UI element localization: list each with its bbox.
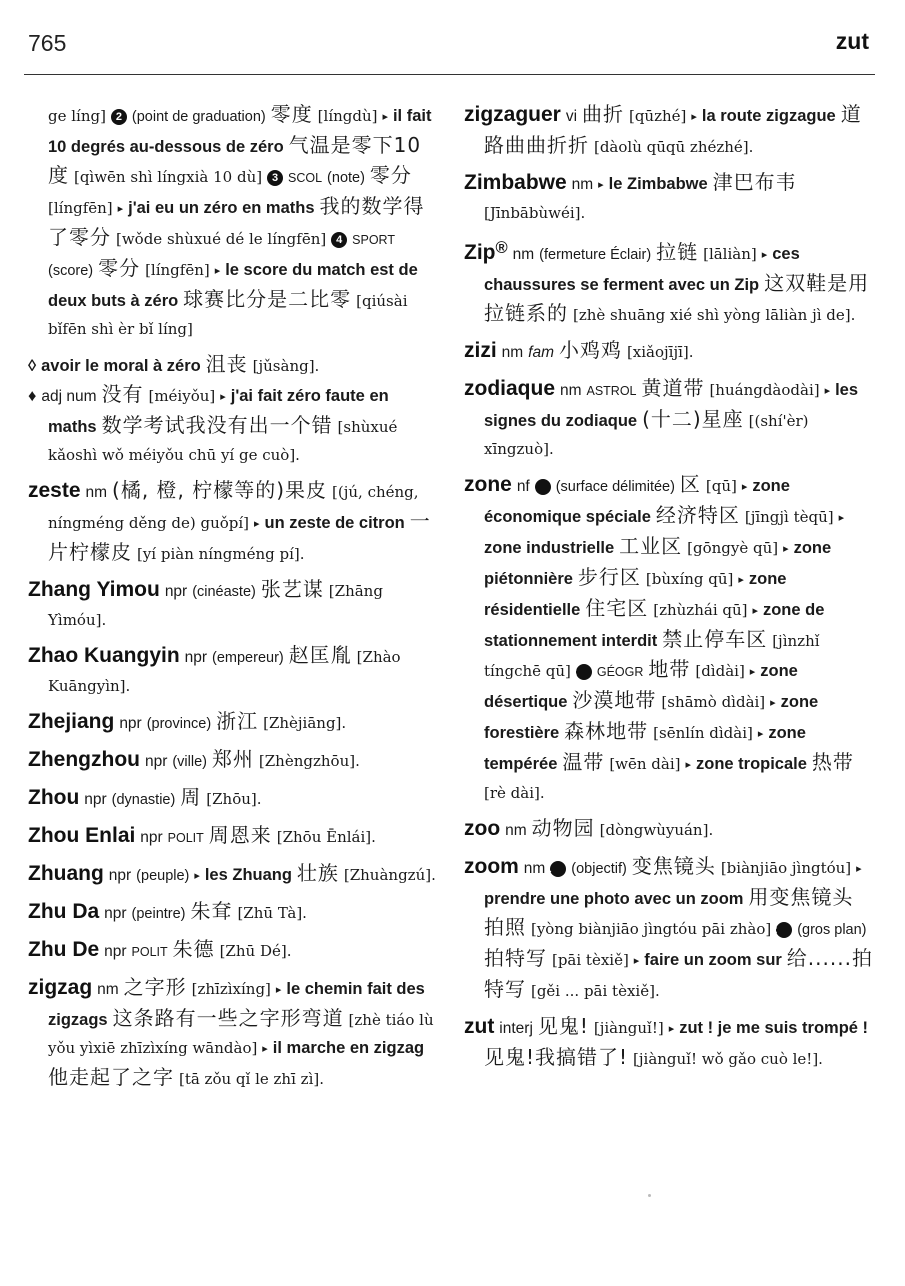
pinyin: [jìnzhǐ tíngchē qū]	[484, 632, 820, 681]
chinese: 小鸡鸡	[558, 338, 622, 363]
chinese: 没有	[101, 382, 144, 406]
pinyin: [Zhèngzhōu].	[258, 752, 360, 770]
entry-zone	[464, 470, 874, 807]
chinese: 壮族	[296, 861, 339, 885]
sense-number-icon: 1	[550, 861, 566, 877]
grammar-label: adj num	[41, 388, 97, 405]
entry-zut	[464, 1012, 874, 1073]
example-french: un zeste de citron	[264, 514, 405, 532]
gloss: (fermeture Éclair)	[539, 247, 652, 264]
pinyin: [biànjiāo jìngtóu]	[720, 859, 852, 878]
pinyin: [jīngjì tèqū]	[744, 508, 834, 527]
chinese: 沮丧	[205, 352, 248, 376]
chinese: 我的数学得了零分	[48, 194, 425, 249]
example-arrow-icon: ▸	[253, 517, 260, 530]
registered-mark: ®	[495, 239, 508, 257]
chinese: 拉链	[656, 240, 699, 265]
headword: Zhejiang	[28, 710, 115, 733]
domain-label: GÉOGR	[596, 665, 644, 680]
chinese: 道路曲曲折折	[484, 102, 862, 157]
example-arrow-icon: ▸	[382, 110, 388, 123]
chinese: 见鬼!	[537, 1014, 589, 1039]
headword: Zhao Kuangyin	[28, 644, 180, 667]
example-french: le Zimbabwe	[608, 175, 708, 193]
chinese: 拍特写	[484, 946, 547, 971]
grammar-label: vi	[565, 108, 578, 125]
headword: zoo	[464, 817, 501, 841]
pinyin: [Jīnbābùwéi].	[484, 204, 586, 222]
chinese: 气温是零下10度	[48, 133, 422, 187]
pinyin: [lāliàn]	[703, 245, 757, 264]
chinese: 区	[679, 472, 701, 497]
sense-number-icon: 4	[331, 232, 347, 248]
sense-number-icon: 3	[267, 170, 283, 186]
pinyin: [Zhū Tà].	[237, 904, 307, 922]
chinese: 见鬼!我搞错了!	[484, 1045, 629, 1070]
chinese: 这条路有一些之字形弯道	[112, 1006, 344, 1030]
example-french: zut ! je me suis trompé !	[679, 1019, 869, 1038]
pinyin: [língfēn]	[48, 199, 113, 217]
chinese: 用变焦镜头拍照	[484, 885, 854, 940]
example-arrow-icon: ▸	[262, 1042, 268, 1055]
sense-number-icon: 2	[776, 922, 792, 938]
example-french: j'ai eu un zéro en maths	[128, 199, 315, 217]
headword: zone	[464, 473, 512, 497]
headword: zoom	[464, 855, 519, 879]
headword: Zhou Enlai	[28, 824, 136, 847]
category-diamond-icon: ♦	[28, 387, 37, 405]
entry-zigzaguer	[464, 100, 874, 161]
idiom-diamond-icon: ◊	[28, 357, 37, 375]
chinese: 森林地带	[564, 719, 649, 744]
chinese: 工业区	[619, 534, 683, 559]
pinyin: [shùxué kǎoshì wǒ méiyǒu chū yí ge cuò].	[48, 418, 398, 464]
pinyin: [zhè tiáo lù yǒu yìxiē zhīzìxíng wāndào]	[48, 1011, 434, 1057]
page-number: 765	[28, 30, 67, 56]
example-arrow-icon: ▸	[757, 727, 764, 741]
chinese: 变焦镜头	[631, 854, 716, 879]
example-french: le score du match est de deux buts à zéro	[48, 261, 418, 310]
example-arrow-icon: ▸	[824, 384, 831, 398]
pinyin: [Zhào Kuāngyìn].	[48, 648, 401, 695]
headword: zigzag	[28, 976, 93, 999]
headword: Zhengzhou	[28, 748, 140, 771]
pinyin: [Zhōu].	[206, 790, 262, 808]
chinese: 黄道带	[641, 376, 705, 401]
pinyin: [sēnlín dìdài]	[653, 724, 753, 743]
gloss: (peintre)	[131, 906, 186, 922]
example-french: les signes du zodiaque	[484, 381, 859, 431]
left-column	[28, 100, 436, 1100]
sense-number-icon: 1	[535, 479, 551, 495]
pinyin: [jiànguǐ!]	[593, 1019, 664, 1038]
chinese: 动物园	[531, 816, 595, 841]
headword: Zhu De	[28, 938, 100, 961]
example-arrow-icon: ▸	[752, 604, 758, 618]
chinese: 周恩来	[208, 823, 272, 847]
headword: Zhuang	[28, 862, 104, 885]
grammar-label: npr	[140, 829, 163, 846]
pinyin: [qūzhé]	[628, 107, 687, 125]
entry-zip	[464, 234, 874, 329]
pinyin: ge líng]	[48, 107, 106, 125]
chinese: 赵匡胤	[288, 643, 352, 667]
chinese: 这双鞋是用拉链系的	[484, 271, 870, 326]
header-rule	[24, 74, 875, 75]
pinyin: [huángdàodài]	[709, 381, 820, 400]
example-french: zone résidentielle	[484, 570, 787, 620]
headword: Zhang Yimou	[28, 578, 160, 601]
chinese: 朱德	[172, 937, 215, 961]
grammar-label: nm	[512, 246, 535, 264]
pinyin: [zhīzìxíng]	[191, 980, 271, 998]
chinese: 张艺谋	[260, 577, 324, 601]
chinese: 热带	[811, 750, 854, 775]
pinyin: [gěi ... pāi tèxiě].	[530, 982, 660, 1001]
chinese: 数学考试我没有出一个错	[101, 413, 333, 437]
entry-zero-idiom	[28, 350, 436, 380]
gloss: (empereur)	[212, 650, 284, 666]
headword: Zhu Da	[28, 900, 100, 923]
right-column	[464, 100, 874, 1080]
pinyin: [(jú, chéng, níngméng děng de) guǒpí]	[48, 483, 419, 532]
entry-zhejiang	[28, 707, 436, 738]
pinyin: [gōngyè qū]	[687, 539, 779, 558]
chinese: 之字形	[123, 975, 187, 999]
example-french: il fait 10 degrés au-dessous de zéro	[48, 107, 432, 156]
headword: Zimbabwe	[464, 171, 567, 194]
gloss: (note)	[327, 170, 365, 186]
example-french: ces chaussures se ferment avec un Zip	[484, 245, 800, 295]
pinyin: [xiǎojījī].	[626, 343, 694, 362]
pinyin: [(shí'èr) xīngzuò].	[484, 412, 809, 459]
example-arrow-icon: ▸	[770, 696, 776, 710]
chinese: 他走起了之字	[48, 1065, 174, 1089]
example-arrow-icon: ▸	[117, 202, 124, 215]
gloss: (cinéaste)	[192, 584, 256, 600]
pinyin: [qū]	[705, 477, 737, 496]
example-french: il marche en zigzag	[272, 1039, 425, 1057]
example-french: le chemin fait des zigzags	[48, 980, 425, 1029]
pinyin: [dòngwùyuán].	[599, 821, 714, 840]
entry-zhou	[28, 783, 436, 814]
pinyin: [wēn dài]	[609, 755, 681, 774]
headword: zodiaque	[464, 377, 556, 401]
example-arrow-icon: ▸	[633, 954, 640, 968]
domain-label: SCOL	[288, 171, 323, 185]
pinyin: [língfēn]	[145, 261, 210, 279]
pinyin: [dìdài]	[695, 662, 745, 681]
chinese: (十二)星座	[642, 407, 744, 432]
grammar-label: npr	[108, 867, 132, 884]
example-arrow-icon: ▸	[856, 862, 862, 876]
grammar-label: npr	[84, 791, 107, 808]
entry-zizi	[464, 336, 874, 367]
example-arrow-icon: ▸	[741, 480, 748, 494]
pinyin: [língdù]	[317, 107, 378, 125]
entry-zimbabwe	[464, 168, 874, 227]
chinese: 温带	[562, 750, 605, 775]
pinyin: [pāi tèxiě]	[551, 951, 629, 970]
entry-zhou-enlai	[28, 821, 436, 852]
example-arrow-icon: ▸	[691, 110, 697, 123]
entry-zhang-yimou	[28, 575, 436, 634]
pinyin: [zhè shuāng xié shì yòng lāliàn jì de].	[572, 306, 856, 325]
chinese: 禁止停车区	[662, 627, 768, 652]
example-arrow-icon: ▸	[749, 665, 756, 679]
chinese: 经济特区	[655, 503, 740, 528]
example-french: les Zhuang	[204, 866, 292, 884]
domain-label: SPORT	[352, 233, 395, 247]
grammar-label: nm	[505, 822, 527, 840]
gloss: (peuple)	[136, 868, 190, 884]
grammar-label: nm	[501, 344, 524, 362]
pinyin: [qiúsài bǐfēn shì èr bǐ líng]	[48, 292, 408, 338]
example-arrow-icon: ▸	[275, 983, 282, 996]
register-label: fam	[528, 344, 554, 362]
domain-label: ASTROL	[586, 384, 637, 399]
example-french: zone piétonnière	[484, 539, 832, 589]
domain-label: POLIT	[167, 831, 204, 845]
pinyin: [zhùzhái qū]	[653, 601, 748, 620]
sense-number-icon: 2	[576, 664, 592, 680]
headword: zigzaguer	[464, 103, 561, 126]
example-french: faire un zoom sur	[644, 951, 782, 970]
entry-zoom	[464, 852, 874, 1005]
example-arrow-icon: ▸	[761, 248, 768, 262]
grammar-label: nm	[571, 176, 594, 193]
grammar-label: npr	[119, 715, 142, 732]
running-headword: zut	[835, 28, 869, 54]
grammar-label: nm	[97, 981, 119, 998]
chinese: 住宅区	[585, 596, 649, 621]
grammar-label: npr	[164, 583, 188, 600]
example-arrow-icon: ▸	[598, 178, 604, 191]
pinyin: [Zhuàngzú].	[343, 866, 436, 884]
example-french: zone tropicale	[695, 755, 807, 774]
chinese: 零分	[98, 256, 141, 280]
sense-number-icon: 2	[111, 109, 127, 125]
chinese: 零分	[369, 163, 412, 187]
chinese: 周	[180, 785, 202, 809]
chinese: 一片柠檬皮	[48, 509, 431, 564]
chinese: (橘, 橙, 柠檬等的)果皮	[112, 478, 328, 502]
example-arrow-icon: ▸	[194, 869, 200, 882]
pinyin: [Zhōu Ēnlái].	[276, 828, 376, 846]
chinese: 曲折	[582, 102, 624, 126]
example-french: la route zigzague	[701, 107, 836, 125]
example-arrow-icon: ▸	[668, 1022, 675, 1036]
headword: zizi	[464, 339, 497, 363]
page-header	[28, 28, 869, 68]
example-arrow-icon: ▸	[838, 511, 845, 525]
chinese: 步行区	[577, 565, 641, 590]
grammar-label: interj	[499, 1020, 533, 1038]
example-french: zone désertique	[484, 662, 798, 712]
pinyin: [Zhū Dé].	[219, 942, 292, 960]
pinyin: [wǒde shùxué dé le língfēn]	[115, 230, 327, 248]
example-arrow-icon: ▸	[685, 758, 692, 772]
gloss: (objectif)	[571, 861, 627, 878]
grammar-label: nm	[523, 860, 546, 878]
example-french: prendre une photo avec un zoom	[484, 890, 744, 909]
example-french: zone économique spéciale	[484, 477, 790, 527]
pinyin: [shāmò dìdài]	[661, 693, 766, 712]
gloss: (point de graduation)	[131, 109, 266, 125]
example-french: zone tempérée	[484, 724, 806, 774]
entry-zhu-da	[28, 897, 436, 928]
grammar-label: npr	[104, 943, 127, 960]
grammar-label: npr	[104, 905, 127, 922]
grammar-label: npr	[144, 753, 168, 770]
headword: Zip	[464, 241, 496, 265]
chinese: 郑州	[211, 747, 254, 771]
pinyin: [jiànguǐ! wǒ gǎo cuò le!].	[633, 1050, 823, 1069]
pinyin: [Zhāng Yìmóu].	[48, 582, 383, 629]
grammar-label: npr	[184, 649, 208, 666]
example-french: zone de stationnement interdit	[484, 601, 825, 651]
gloss: (gros plan)	[797, 922, 867, 939]
chinese: 地带	[648, 657, 691, 682]
entry-zodiaque	[464, 374, 874, 463]
domain-label: POLIT	[131, 945, 168, 959]
gloss: (ville)	[172, 754, 207, 770]
entry-zhao-kuangyin	[28, 641, 436, 700]
chinese: 球赛比分是二比零	[183, 287, 352, 311]
chinese: 沙漠地带	[572, 688, 657, 713]
pinyin: [rè dài].	[484, 784, 545, 803]
gloss: (dynastie)	[111, 792, 176, 808]
entry-zoo	[464, 814, 874, 845]
pinyin: [méiyǒu]	[148, 387, 216, 405]
example-french: avoir le moral à zéro	[41, 357, 201, 375]
gloss: (score)	[48, 263, 94, 279]
example-french: j'ai fait zéro faute en maths	[48, 387, 389, 436]
print-speck	[648, 1194, 651, 1197]
pinyin: [qìwēn shì língxià 10 dù]	[73, 168, 263, 186]
pinyin: [tā zǒu qǐ le zhī zì].	[178, 1070, 324, 1088]
pinyin: [yí piàn níngméng pí].	[136, 545, 305, 563]
entry-zero-adj	[28, 380, 436, 469]
grammar-label: nm	[85, 484, 108, 501]
grammar-label: nm	[559, 382, 582, 400]
gloss: (province)	[146, 716, 212, 732]
example-arrow-icon: ▸	[783, 542, 789, 556]
example-arrow-icon: ▸	[214, 264, 221, 277]
example-french: zone industrielle	[484, 539, 615, 558]
pinyin: [Zhèjiāng].	[263, 714, 347, 732]
example-french: zone forestière	[484, 693, 819, 743]
headword: zeste	[28, 479, 81, 502]
example-arrow-icon: ▸	[738, 573, 744, 587]
pinyin: [yòng biànjiāo jìngtóu pāi zhào]	[530, 920, 772, 939]
pinyin: [dàolù qūqū zhézhé].	[593, 138, 754, 156]
chinese: 零度	[270, 102, 313, 126]
chinese: 津巴布韦	[712, 170, 797, 194]
entry-zeste	[28, 476, 436, 568]
example-arrow-icon: ▸	[220, 390, 226, 403]
chinese: 给......拍特写	[484, 946, 873, 1002]
chinese: 朱耷	[190, 899, 233, 923]
chinese: 浙江	[216, 709, 259, 733]
entry-zhengzhou	[28, 745, 436, 776]
entry-zero-continued	[28, 100, 436, 343]
pinyin: [jǔsàng].	[252, 357, 320, 375]
gloss: (surface délimitée)	[555, 479, 675, 496]
entry-zigzag	[28, 973, 436, 1093]
headword: Zhou	[28, 786, 80, 809]
entry-zhu-de	[28, 935, 436, 966]
headword: zut	[464, 1015, 495, 1039]
grammar-label: nf	[516, 478, 530, 496]
entry-zhuang	[28, 859, 436, 890]
pinyin: [bùxíng qū]	[645, 570, 734, 589]
